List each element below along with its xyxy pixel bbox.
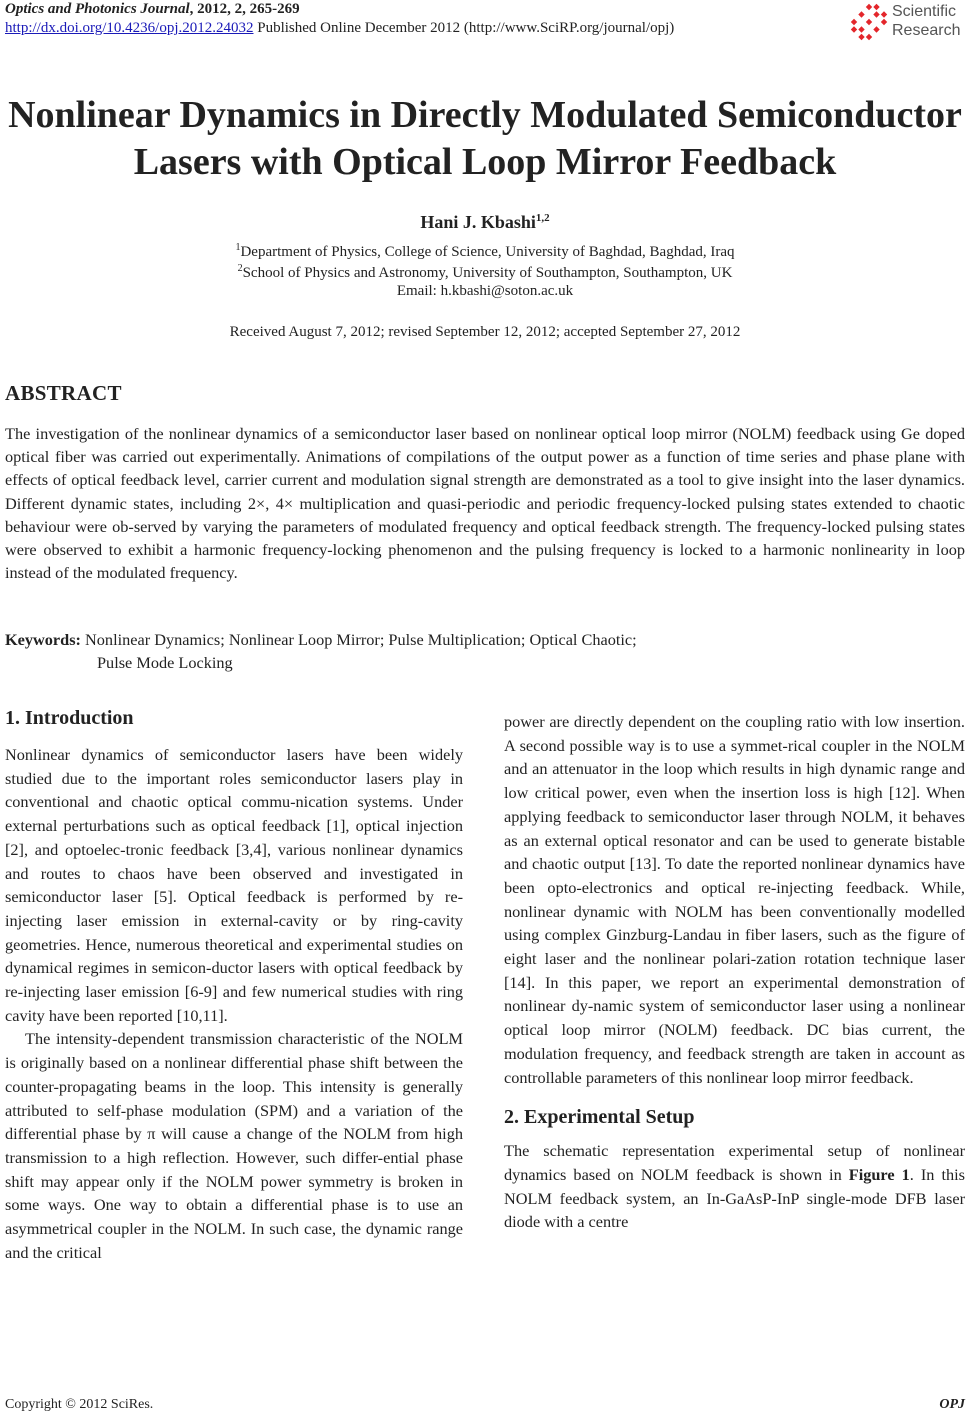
logo-diamond [858, 26, 864, 32]
publisher-name [892, 2, 960, 40]
keywords-list-continued: Pulse Mode Locking [97, 653, 233, 672]
author-affiliation-marks: 1,2 [535, 212, 550, 224]
submission-dates: Received August 7, 2012; revised September 12, 2012; accepted September 27, 2012 [229, 324, 741, 340]
figure-reference[interactable]: Figure 1 [848, 1164, 910, 1184]
doi-line [5, 19, 674, 37]
keywords-list: Nonlinear Dynamics; Nonlinear Loop Mirror; Pulse Multiplication; Optical Chaotic; [80, 630, 637, 649]
body-paragraph: Nonlinear dynamics of semiconductor lasers have been widely studied due to the important roles semiconductor lasers play in conventional and chaotic optical commu-nication systems. Under external perturbations such as optical feedback [1], optical injection [2], and optoelec-tronic feedback [3,4], various nonlinear dynamics and routes to chaos have been observed and investigated in semiconductor laser [5]. Optical feedback is performed by re-injecting laser emission in external-cavity or by ring-cavity geometries. Hence, numerous theoretical and experimental studies on dynamical regimes in semicon-ductor lasers with optical feedback by re-injecting laser emission [6-9] and few numerical studies with ring cavity have been reported [10,11]. [5, 745, 463, 1025]
left-column [5, 706, 463, 1264]
affiliation-text: School of Physics and Astronomy, University of Southampton, Southampton, UK [242, 265, 733, 281]
logo-diamond [866, 34, 872, 40]
footer-journal-abbrev: OPJ [939, 1397, 965, 1412]
logo-diamond [873, 11, 879, 17]
doi-link[interactable]: http://dx.doi.org/10.4236/opj.2012.24032 [5, 20, 254, 36]
section-heading-experimental-setup: 2. Experimental Setup [504, 1106, 695, 1129]
section-heading-introduction: 1. Introduction [5, 707, 134, 729]
abstract-heading: ABSTRACT [5, 381, 122, 405]
logo-diamond [881, 11, 887, 17]
paper-title [0, 92, 970, 186]
logo-diamond [851, 26, 857, 32]
publisher-name-line1: Scientific [892, 3, 957, 20]
diamond-dots-icon [848, 2, 890, 42]
keywords [5, 628, 965, 651]
author-name: Hani J. Kbashi [420, 212, 536, 232]
logo-diamond [851, 19, 857, 25]
body-paragraph: power are directly dependent on the coupling ratio with low insertion. A second possible way is to use a symmet-rical coupler in the NOLM and an attenuator in the loop which results in high dynamic range and low critical power, even when the insertion loss is high [12]. When applying feedback to semiconductor laser through NOLM, it behaves as an external optical resonator and can be used to generate bistable and chaotic output [13]. To date the reported nonlinear dynamics have been opto-electronics and optical re-injecting feedback. While, nonlinear dynamic with NOLM has been conventionally modelled using complex Ginzburg-Landau in fiber lasers, such as the figure of eight laser and the nonlinear polari-zation rotation technique laser [14]. In this paper, we report an experimental demonstration of nonlinear dy-namic system of semiconductor laser using a nonlinear optical loop mirror (NOLM) feedback. DC bias current, the modulation frequency, and feedback strength are taken in account as controllable parameters of this nonlinear loop mirror feedback. [504, 712, 965, 1087]
footer-copyright: Copyright © 2012 SciRes. [5, 1397, 154, 1412]
body-paragraph: The intensity-dependent transmission characteristic of the NOLM is originally based on a nonlinear differential phase shift between the counter-propagating beams in the loop. This intensity is generally attributed to self-phase modulation (SPM) and a variation of the differential phase by π will cause a change of the NOLM from high transmission to a high reflection. However, such differ-ential phase shift may appear only if the NOLM power symmetry is broken in some ways. One way to obtain a differential phase is to use an asymmetrical coupler in the NOLM. In such case, the dynamic range and the critical [5, 1029, 463, 1262]
affiliation-mark: 1 [235, 242, 241, 253]
right-column [504, 710, 965, 1234]
affiliation-text: Department of Physics, College of Science, University of Baghdad, Baghdad, Iraq [240, 244, 735, 260]
logo-diamond [858, 34, 864, 40]
body-paragraph [504, 1139, 965, 1234]
logo-diamond [873, 4, 879, 10]
logo-diamond [866, 19, 872, 25]
affiliation-2 [0, 259, 970, 283]
publisher-name-line2: Research [892, 22, 961, 39]
body-text: The schematic representation experimental setup of nonlinear dynamics based on NOLM feedback is shown in [504, 1141, 965, 1184]
publisher-logo [848, 2, 970, 44]
author-email: Email: h.kbashi@soton.ac.uk [396, 283, 574, 299]
journal-name: Optics and Photonics Journal [5, 1, 190, 17]
paper-title-line2: Lasers with Optical Loop Mirror Feedback [133, 141, 837, 183]
keywords-label: Keywords: [5, 630, 81, 649]
published-online-text: Published Online December 2012 (http://www.SciRP.org/journal/opj) [253, 20, 675, 36]
logo-diamond [866, 4, 872, 10]
paper-title-line1: Nonlinear Dynamics in Directly Modulated Semiconductor [8, 94, 962, 136]
body-text: . In this NOLM feedback system, an In-GaAsP-InP single-mode DFB laser diode with a centre [504, 1164, 965, 1232]
logo-diamond [881, 19, 887, 25]
author [0, 212, 970, 233]
journal-volume-pages: , 2012, 2, 265-269 [189, 1, 300, 17]
abstract-body: The investigation of the nonlinear dynamics of a semiconductor laser based on nonlinear optical loop mirror (NOLM) feedback using Ge doped optical fiber was carried out experimentally. Animations of compilations of the output power as a function of time series and phase plane with effects of optical feedback level, carrier current and modulation signal strength are demonstrated as a tool to give insight into the laser dynamics. Different dynamic states, including 2×, 4× multiplication and quasi-periodic and periodic frequency-locked pulsing states extended to chaotic behaviour were ob-served by varying the parameters of modulated frequency and optical feedback strength. The frequency-locked pulsing states were observed to exhibit a harmonic frequency-locking phenomenon and the pulsing frequency is locked to a harmonic nonlinearity in loop instead of the modulated frequency. [5, 424, 965, 583]
journal-citation-line [5, 0, 300, 18]
logo-diamond [858, 11, 864, 17]
affiliation-mark: 2 [237, 263, 243, 274]
logo-diamond [873, 26, 879, 32]
